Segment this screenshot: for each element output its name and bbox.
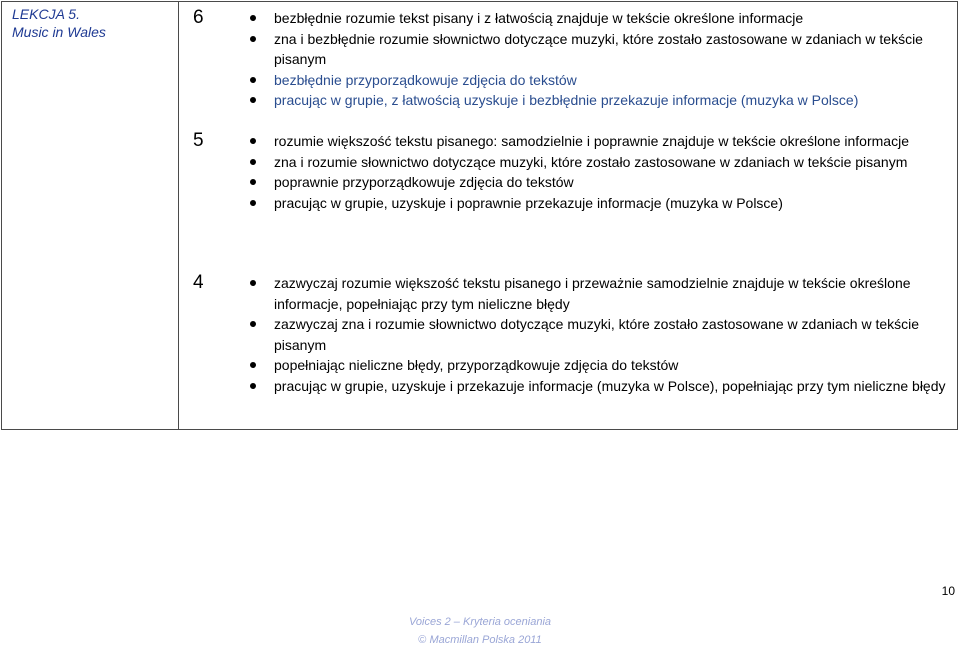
criteria-item: bezbłędnie rozumie tekst pisany i z łatwością znajduje w tekście określone informacje (274, 8, 951, 29)
bullet-icon (250, 36, 256, 42)
grades-cell (179, 2, 958, 430)
criteria-item: pracując w grupie, uzyskuje i poprawnie przekazuje informacje (muzyka w Polsce) (274, 193, 951, 214)
bullet-icon (250, 97, 256, 103)
bullet-icon (250, 159, 256, 165)
lesson-cell (2, 2, 179, 430)
footer-copyright (0, 631, 960, 649)
criteria-list (274, 273, 951, 396)
criteria-item: zna i rozumie słownictwo dotyczące muzyki, które zostało zastosowane w zdaniach w tekście pisanym (274, 152, 951, 173)
bullet-icon (250, 179, 256, 185)
grade-number: 6 (193, 7, 204, 28)
bullet-icon (250, 383, 256, 389)
bullet-icon (250, 15, 256, 21)
lesson-number: LEKCJA 5. (12, 6, 80, 22)
bullet-icon (250, 321, 256, 327)
bullet-icon (250, 280, 256, 286)
criteria-item: zna i bezbłędnie rozumie słownictwo dotyczące muzyki, które zostało zastosowane w zdaniach w tekście pisanym (274, 29, 951, 70)
lesson-topic: Music in Wales (12, 24, 106, 40)
criteria-list (274, 131, 951, 213)
lesson-title (2, 2, 178, 41)
criteria-item: pracując w grupie, z łatwością uzyskuje i bezbłędnie przekazuje informacje (muzyka w Polsce) (274, 90, 951, 111)
criteria-item: poprawnie przyporządkowuje zdjęcia do tekstów (274, 172, 951, 193)
criteria-list (274, 8, 951, 111)
criteria-item: pracując w grupie, uzyskuje i przekazuje informacje (muzyka w Polsce), popełniając przy tym nieliczne błędy (274, 376, 951, 397)
bullet-icon (250, 362, 256, 368)
footer-title: Voices 2 – Kryteria oceniania (408, 616, 552, 628)
copyright-icon: © (418, 634, 427, 646)
bullet-icon (250, 77, 256, 83)
grade-number: 5 (193, 130, 204, 151)
criteria-item: rozumie większość tekstu pisanego: samodzielnie i poprawnie znajduje w tekście określone informacje (274, 131, 951, 152)
criteria-item: popełniając nieliczne błędy, przyporządkowuje zdjęcia do tekstów (274, 355, 951, 376)
grade-number: 4 (193, 272, 204, 293)
footer-publisher: Macmillan Polska 2011 (429, 634, 542, 646)
criteria-item: zazwyczaj rozumie większość tekstu pisanego i przeważnie samodzielnie znajduje w tekście określone informacje, popełniając przy tym nieliczne błędy (274, 273, 951, 314)
bullet-icon (250, 200, 256, 206)
criteria-table (1, 1, 958, 430)
criteria-item: bezbłędnie przyporządkowuje zdjęcia do tekstów (274, 70, 951, 91)
page-number: 10 (941, 584, 955, 598)
criteria-item: zazwyczaj zna i rozumie słownictwo dotyczące muzyki, które zostało zastosowane w zdaniach w tekście pisanym (274, 314, 951, 355)
bullet-icon (250, 138, 256, 144)
